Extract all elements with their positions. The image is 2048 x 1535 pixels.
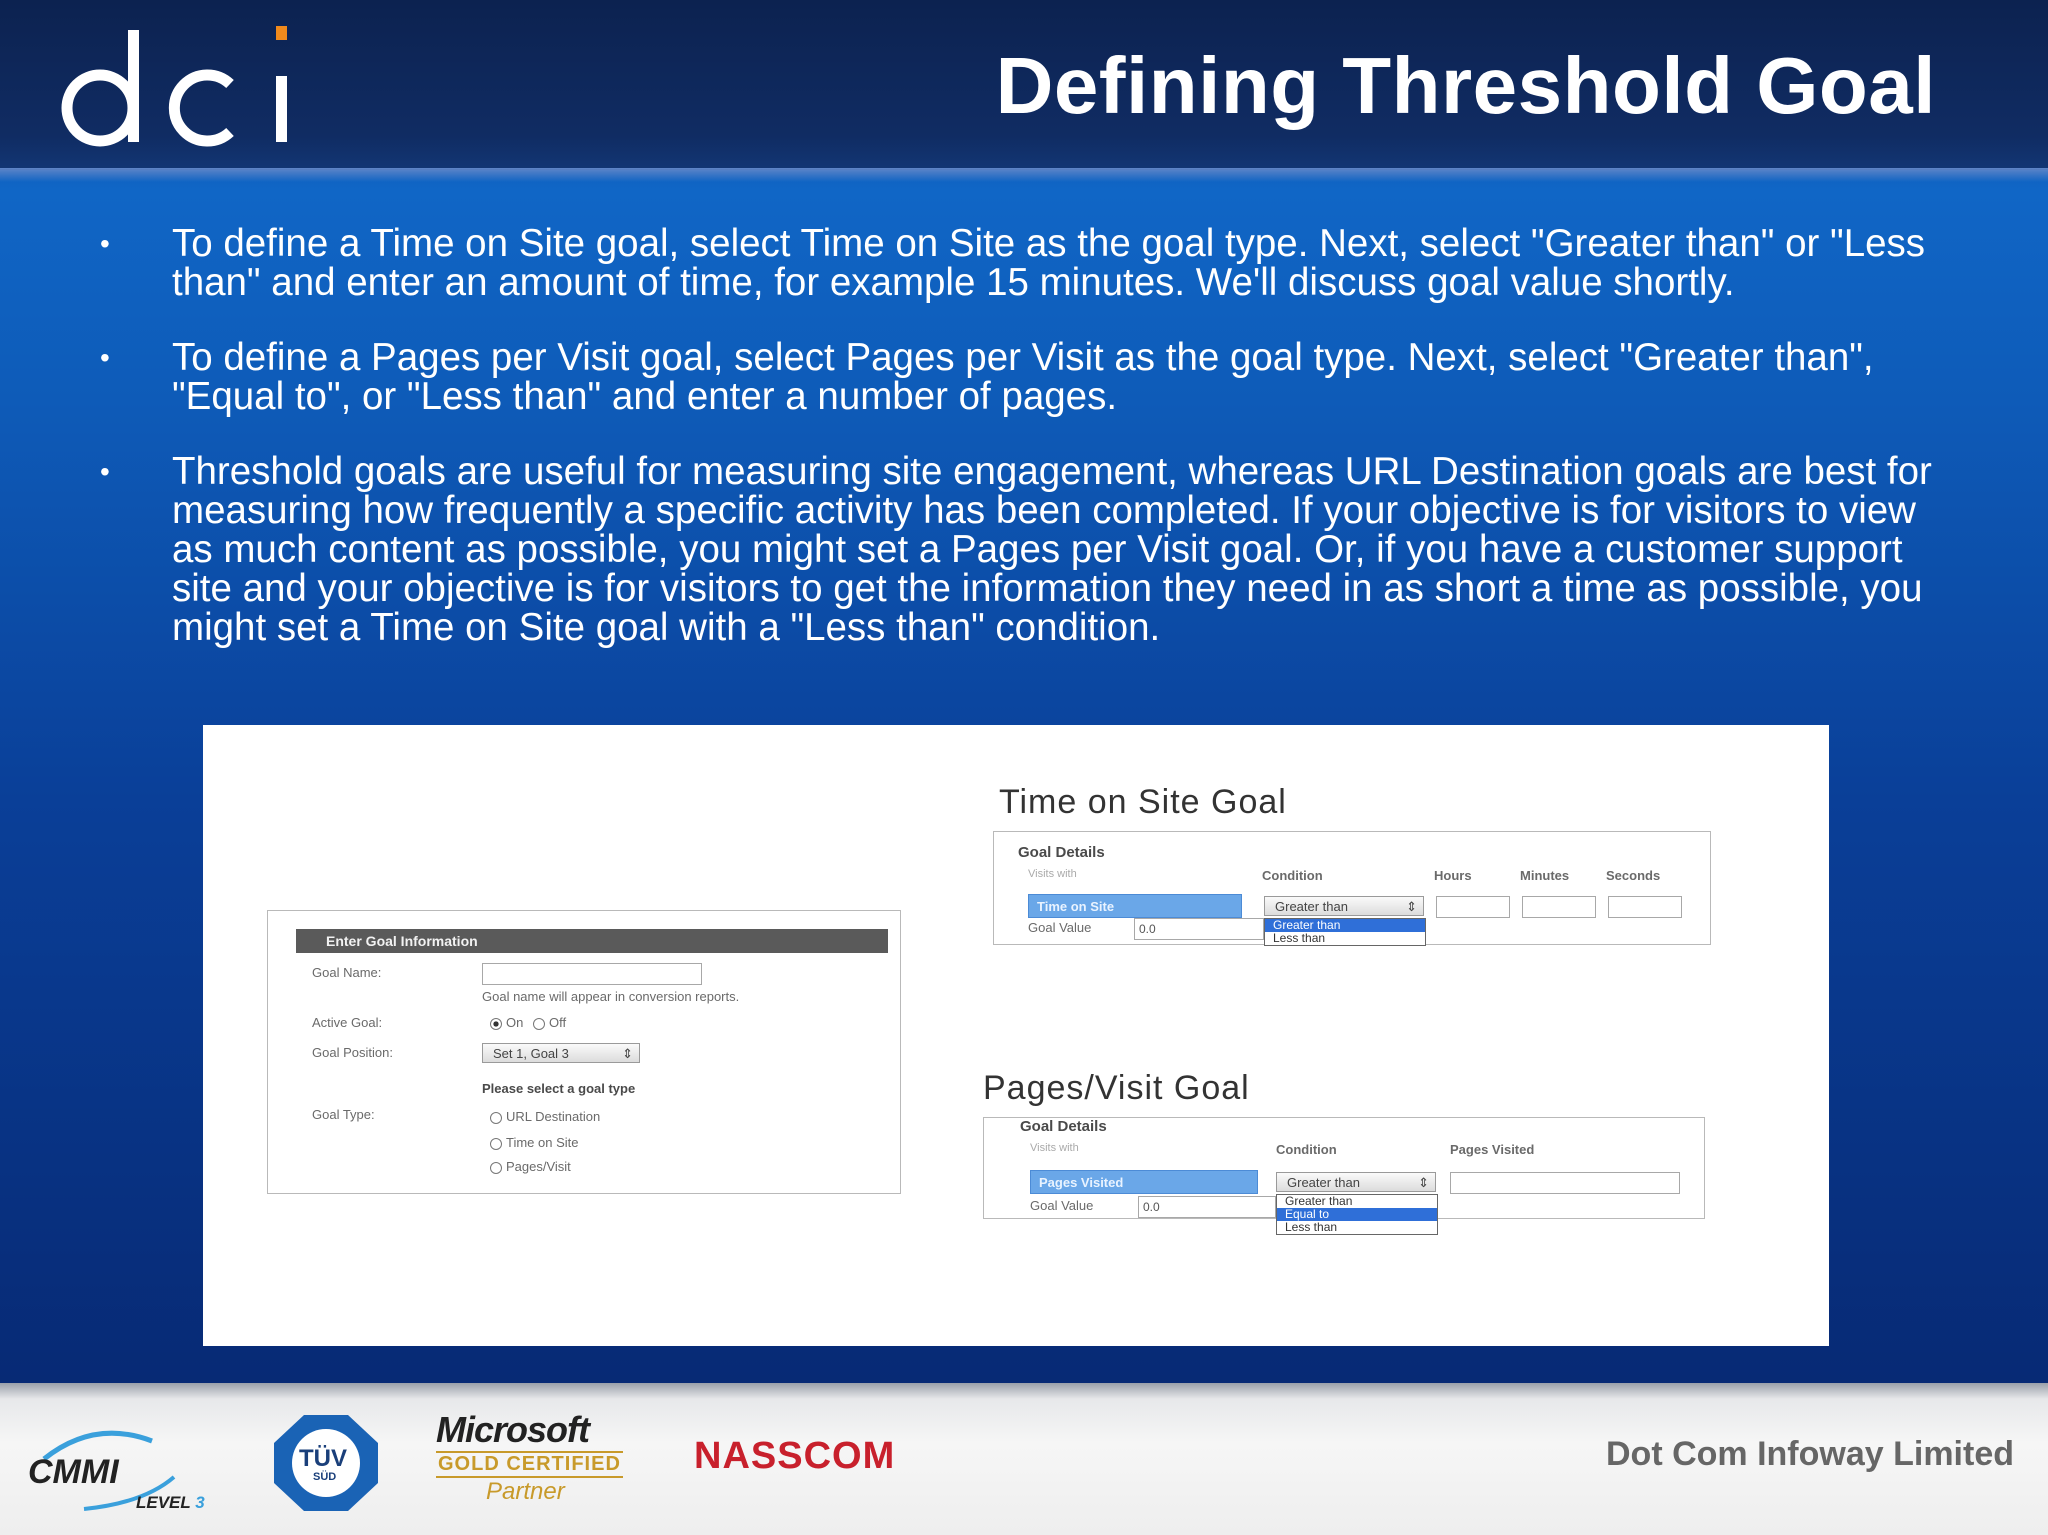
pages-condition-label: Condition bbox=[1276, 1142, 1337, 1157]
goal-info-header: Enter Goal Information bbox=[296, 929, 888, 953]
tuv-sub: SÜD bbox=[313, 1471, 337, 1483]
bullet-dot: • bbox=[100, 342, 110, 373]
minutes-input[interactable] bbox=[1522, 896, 1596, 918]
bullet-dot: • bbox=[100, 228, 110, 259]
goal-type-url[interactable]: URL Destination bbox=[490, 1109, 600, 1124]
goal-type-label: Goal Type: bbox=[312, 1107, 375, 1122]
header-divider bbox=[0, 168, 2048, 182]
goal-name-label: Goal Name: bbox=[312, 965, 382, 980]
goal-type-time[interactable]: Time on Site bbox=[490, 1135, 579, 1150]
goal-position-value: Set 1, Goal 3 bbox=[493, 1046, 569, 1061]
footer-bar bbox=[0, 1383, 2048, 1535]
active-goal-radios bbox=[490, 1015, 566, 1030]
time-goal-value-label: Goal Value bbox=[1028, 920, 1092, 935]
hours-input[interactable] bbox=[1436, 896, 1510, 918]
goal-type-heading: Please select a goal type bbox=[482, 1081, 636, 1096]
time-goal-title: Time on Site Goal bbox=[999, 783, 1287, 821]
goal-name-hint: Goal name will appear in conversion reports. bbox=[482, 989, 740, 1004]
pages-goal-details: Goal Details bbox=[1020, 1118, 1107, 1135]
tuv-text: TÜV bbox=[299, 1445, 347, 1472]
pages-visited-field[interactable]: Pages Visited bbox=[1030, 1170, 1258, 1194]
goal-position-label: Goal Position: bbox=[312, 1045, 393, 1060]
ms-certified: GOLD CERTIFIED bbox=[436, 1451, 623, 1478]
pages-visits-with: Visits with bbox=[1030, 1142, 1079, 1154]
cmmi-logo bbox=[24, 1417, 224, 1513]
minutes-label: Minutes bbox=[1520, 868, 1570, 883]
slide-title: Defining Threshold Goal bbox=[995, 41, 1936, 130]
radio-off-label: Off bbox=[548, 1015, 567, 1030]
nasscom-logo: NASSCOM bbox=[694, 1435, 896, 1477]
chevron-updown-icon: ⇕ bbox=[622, 1046, 633, 1061]
bullet-dot: • bbox=[100, 456, 110, 487]
chevron-updown-icon: ⇕ bbox=[1406, 899, 1417, 914]
pages-goal-value-label: Goal Value bbox=[1030, 1198, 1094, 1213]
pages-visited-label: Pages Visited bbox=[1450, 1142, 1535, 1157]
pages-condition-dropdown[interactable] bbox=[1276, 1194, 1438, 1235]
goal-position-select[interactable] bbox=[482, 1043, 640, 1063]
time-on-site-field[interactable]: Time on Site bbox=[1028, 894, 1242, 918]
ms-name: Microsoft bbox=[436, 1409, 589, 1450]
tuv-logo bbox=[272, 1413, 380, 1513]
company-name: Dot Com Infoway Limited bbox=[1606, 1435, 2014, 1473]
ms-partner: Partner bbox=[486, 1478, 565, 1505]
radio-on[interactable] bbox=[490, 1018, 502, 1030]
pages-goal-title: Pages/Visit Goal bbox=[983, 1069, 1250, 1107]
time-condition-select[interactable]: Greater than ⇕ bbox=[1264, 896, 1424, 916]
dropdown-option[interactable]: Less than bbox=[1285, 1220, 1338, 1234]
dropdown-option[interactable]: Equal to bbox=[1277, 1208, 1437, 1221]
dropdown-option[interactable]: Less than bbox=[1273, 931, 1326, 945]
dropdown-option[interactable]: Greater than bbox=[1285, 1194, 1353, 1208]
header-bar bbox=[0, 0, 2048, 170]
time-goal-details: Goal Details bbox=[1018, 844, 1105, 861]
cmmi-text: CMMI bbox=[28, 1453, 119, 1491]
microsoft-gold-partner-logo bbox=[436, 1409, 636, 1519]
cmmi-level: LEVEL 3 bbox=[136, 1493, 205, 1512]
radio-off[interactable] bbox=[533, 1018, 545, 1030]
active-goal-label: Active Goal: bbox=[312, 1015, 383, 1030]
chevron-updown-icon: ⇕ bbox=[1418, 1175, 1429, 1190]
goal-info-panel bbox=[267, 910, 901, 1194]
goal-type-pages[interactable]: Pages/Visit bbox=[490, 1159, 571, 1174]
pages-visited-input[interactable] bbox=[1450, 1172, 1680, 1194]
bullet-item bbox=[100, 338, 1940, 416]
radio-icon bbox=[490, 1112, 502, 1124]
radio-icon bbox=[490, 1138, 502, 1150]
seconds-input[interactable] bbox=[1608, 896, 1682, 918]
seconds-label: Seconds bbox=[1606, 868, 1661, 883]
pages-condition-select[interactable]: Greater than ⇕ bbox=[1276, 1172, 1436, 1192]
time-condition-label: Condition bbox=[1262, 868, 1323, 883]
time-condition-dropdown[interactable] bbox=[1264, 918, 1426, 946]
bullet-text: To define a Pages per Visit goal, select Pages per Visit as the goal type. Next, select "Greater than", "Equal to", or "Less than" and enter a number of pages. bbox=[172, 336, 1874, 418]
hours-label: Hours bbox=[1434, 868, 1472, 883]
dci-logo bbox=[48, 20, 298, 150]
time-goal-value-input[interactable]: 0.0 bbox=[1134, 918, 1264, 940]
bullet-text: Threshold goals are useful for measuring site engagement, whereas URL Destination goals are best for measuring how frequently a specific activity has been completed. If your objective is for visitors to view as much content as possible, you might set a Pages per Visit goal. Or, if you have a customer support site and your objective is for visitors to get the information they need in as short a time as possible, you might set a Time on Site goal with a "Less than" condition. bbox=[172, 450, 1932, 649]
bullet-list bbox=[100, 224, 1940, 683]
bullet-text: To define a Time on Site goal, select Time on Site as the goal type. Next, select "Greater than" or "Less than" and enter an amount of time, for example 15 minutes. We'll discuss goal value shortly. bbox=[172, 222, 1926, 304]
time-goal-panel bbox=[993, 831, 1711, 945]
pages-goal-value-input[interactable]: 0.0 bbox=[1138, 1196, 1276, 1218]
pages-goal-panel bbox=[983, 1117, 1705, 1234]
bullet-item bbox=[100, 224, 1940, 302]
radio-icon bbox=[490, 1162, 502, 1174]
bullet-item bbox=[100, 452, 1940, 647]
time-visits-with: Visits with bbox=[1028, 868, 1077, 880]
dropdown-option[interactable]: Greater than bbox=[1265, 919, 1425, 932]
goal-name-input[interactable] bbox=[482, 963, 702, 985]
screenshot-figure bbox=[203, 725, 1829, 1346]
radio-on-label: On bbox=[506, 1015, 524, 1030]
